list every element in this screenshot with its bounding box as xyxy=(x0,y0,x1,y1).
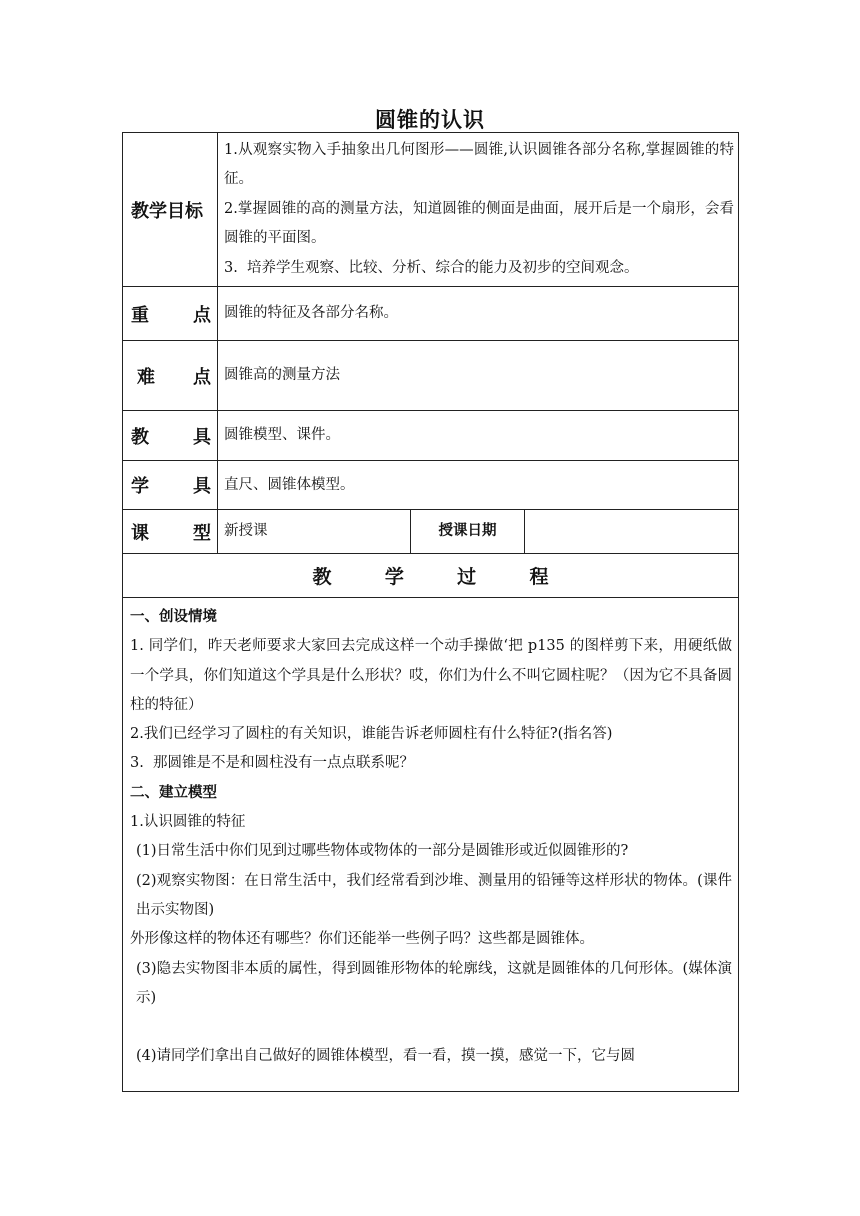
key-points-value: 圆锥的特征及各部分名称。 xyxy=(218,287,739,341)
objectives-content xyxy=(218,133,739,287)
process-paragraph: 2.我们已经学习了圆柱的有关知识，谁能告诉老师圆柱有什么特征?(指名答) xyxy=(130,726,613,743)
blank-line xyxy=(130,1013,732,1042)
process-body xyxy=(123,598,739,1092)
process-paragraph: 3. 那圆锥是不是和圆柱没有一点点联系呢？ xyxy=(130,755,415,772)
process-paragraph: (2)观察实物图：在日常生活中，我们经常看到沙堆、测量用的铅锤等这样形状的物体。(课件出示实物图) xyxy=(136,872,733,918)
objective-item-1: 1.从观察实物入手抽象出几何图形——圆锥,认识圆锥各部分名称,掌握圆锥的特征。 xyxy=(224,141,735,188)
objectives-row xyxy=(123,133,739,287)
objective-item-3: 3. 培养学生观察、比较、分析、综合的能力及初步的空间观念。 xyxy=(224,259,639,276)
section-heading: 二、建立模型 xyxy=(130,784,217,801)
difficulties-label: 难 点 xyxy=(123,341,218,411)
process-paragraph: (4)请同学们拿出自己做好的圆锥体模型，看一看，摸一摸，感觉一下，它与圆 xyxy=(136,1048,636,1065)
difficulties-value: 圆锥高的测量方法 xyxy=(218,341,739,411)
process-paragraph: (1)日常生活中你们见到过哪些物体或物体的一部分是圆锥形或近似圆锥形的? xyxy=(136,843,629,860)
learning-aids-row xyxy=(123,461,739,510)
objectives-label: 教 学 目 标 xyxy=(123,133,218,287)
process-heading-row xyxy=(123,554,739,598)
key-points-row xyxy=(123,287,739,341)
process-paragraph: 1.认识圆锥的特征 xyxy=(130,814,246,831)
lesson-plan-table xyxy=(122,132,739,1092)
process-paragraph: 外形像这样的物体还有哪些？你们还能举一些例子吗？这些都是圆锥体。 xyxy=(130,931,594,948)
teaching-aids-row xyxy=(123,411,739,461)
lesson-type-row xyxy=(123,510,739,554)
process-paragraph: 1. 同学们，昨天老师要求大家回去完成这样一个动手操做‘把 p135 的图样剪下来，用硬纸做一个学具，你们知道这个学具是什么形状？哎，你们为什么不叫它圆柱呢？（因为它不具备圆柱的特征） xyxy=(130,638,733,713)
process-body-row xyxy=(123,598,739,1092)
teaching-aids-value: 圆锥模型、课件。 xyxy=(218,411,739,461)
process-paragraph: (3)隐去实物图非本质的属性，得到圆锥形物体的轮廓线，这就是圆锥体的几何形体。(媒体演示) xyxy=(136,960,733,1006)
objective-item-2: 2.掌握圆锥的高的测量方法，知道圆锥的侧面是曲面，展开后是一个扇形，会看圆锥的平面图。 xyxy=(224,200,735,247)
process-heading: 教 学 过 程 xyxy=(123,554,739,598)
lesson-type-value: 新授课 xyxy=(218,510,411,554)
learning-aids-value: 直尺、圆锥体模型。 xyxy=(218,461,739,510)
section-heading: 一、创设情境 xyxy=(130,609,217,625)
key-points-label: 重 点 xyxy=(123,287,218,341)
lesson-type-label: 课 型 xyxy=(123,510,218,554)
learning-aids-label: 学 具 xyxy=(123,461,218,510)
lesson-date-label: 授课日期 xyxy=(411,510,525,554)
difficulties-row xyxy=(123,341,739,411)
page-title: 圆锥的认识 xyxy=(375,108,485,132)
teaching-aids-label: 教 具 xyxy=(123,411,218,461)
lesson-date-value xyxy=(525,510,739,554)
